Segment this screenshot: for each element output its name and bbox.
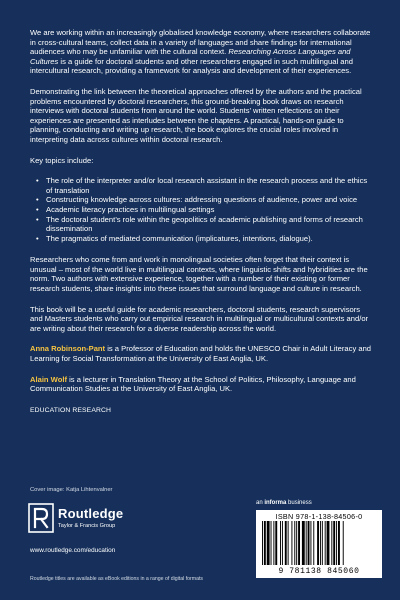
book-title-italic: Researching Across Languages and Cultures (30, 47, 351, 66)
second-paragraph: Demonstrating the link between the theoretical approaches offered by the authors and the practical problems encountered by doctoral researchers, this ground-breaking book draws on research interviews with doctoral students from around the world. Students’ written reflections on their experiences are presented as interludes between the chapters. A practical, hands-on guide to planning, conducting and writing up research, the book explores the crucial roles involved in interpreting data across cultures within doctoral research. (30, 86, 362, 144)
barcode-panel (256, 510, 382, 578)
routledge-r-icon (28, 503, 54, 533)
list-item: • The role of the interpreter and/or local research assistant in the research process and the ethics of translation (40, 176, 372, 195)
list-item: • The pragmatics of mediated communication (implicatures, intentions, dialogue). (40, 234, 372, 244)
author-bio-2 (30, 375, 372, 394)
author-bio-text-1: is a Professor of Education and holds the UNESCO Chair in Adult Literacy and Learning for Social Transformation at the University of East Anglia, UK. (30, 344, 372, 364)
cover-image-credit: Cover image: Katja Lihtenvalner (30, 487, 113, 493)
intro-text-1: We are working within an increasingly globalised knowledge economy, where researchers collaborate in cross-cultural teams, collect data in a variety of languages and share findings for international audiences who may be unfamiliar with the cultural context. (30, 28, 371, 57)
author-bio-1 (30, 344, 372, 363)
list-item: • The doctoral student’s role within the geopolitics of academic publishing and forms of research dissemination (40, 215, 372, 234)
ebook-formats-note: Routledge titles are available as eBook editions in a range of digital formats (30, 576, 204, 582)
intro-paragraph (30, 28, 372, 76)
list-item: • Academic literacy practices in multilingual settings (40, 205, 372, 215)
third-paragraph: Researchers who come from and work in monolingual societies often forget that their context is unusual – most of the world live in multilingual contexts, where linguistic shifts and hybridities are the norm. Two authors with extensive experience, together with a number of their existing or former research students, share insights into these issues that surround language and culture in research. (30, 255, 368, 294)
informa-brand: informa (264, 500, 287, 506)
topics-heading: Key topics include: (30, 155, 94, 165)
publisher-name: Routledge (58, 506, 124, 521)
intro-text-2: is a guide for doctoral students and other researchers engaged in such multilingual and intercultural research, providing a framework for analysis and development of their experiences. (30, 56, 353, 76)
author-bio-text-2: is a lecturer in Translation Theory at the School of Politics, Philosophy, Language and Communication Studies at the University of East Anglia, UK. (30, 374, 356, 394)
informa-business-tag: an informa business (256, 500, 312, 506)
isbn-label: ISBN 978-1-138-84506-0 (275, 512, 363, 521)
author-name-1: Anna Robinson-Pant (30, 344, 106, 354)
publisher-subtitle: Taylor & Francis Group (58, 523, 116, 529)
fourth-paragraph: This book will be a useful guide for academic researchers, doctoral students, research supervisors and Masters students who carry out empirical research in multilingual or multicultural contexts and/or are writing about their research for a diverse readership across the world. (30, 304, 369, 333)
list-item: • Constructing knowledge across cultures: addressing questions of audience, power and voice (40, 195, 372, 205)
blurb (30, 28, 372, 415)
ean-digits: 9 781138 845060 (278, 567, 360, 576)
key-topics-list (30, 176, 372, 243)
barcode-icon (260, 521, 378, 567)
subject-category: EDUCATION RESEARCH (30, 406, 111, 414)
publisher-logo (28, 503, 178, 543)
author-name-2: Alain Wolf (30, 374, 67, 384)
publisher-website: www.routledge.com/education (30, 547, 116, 554)
